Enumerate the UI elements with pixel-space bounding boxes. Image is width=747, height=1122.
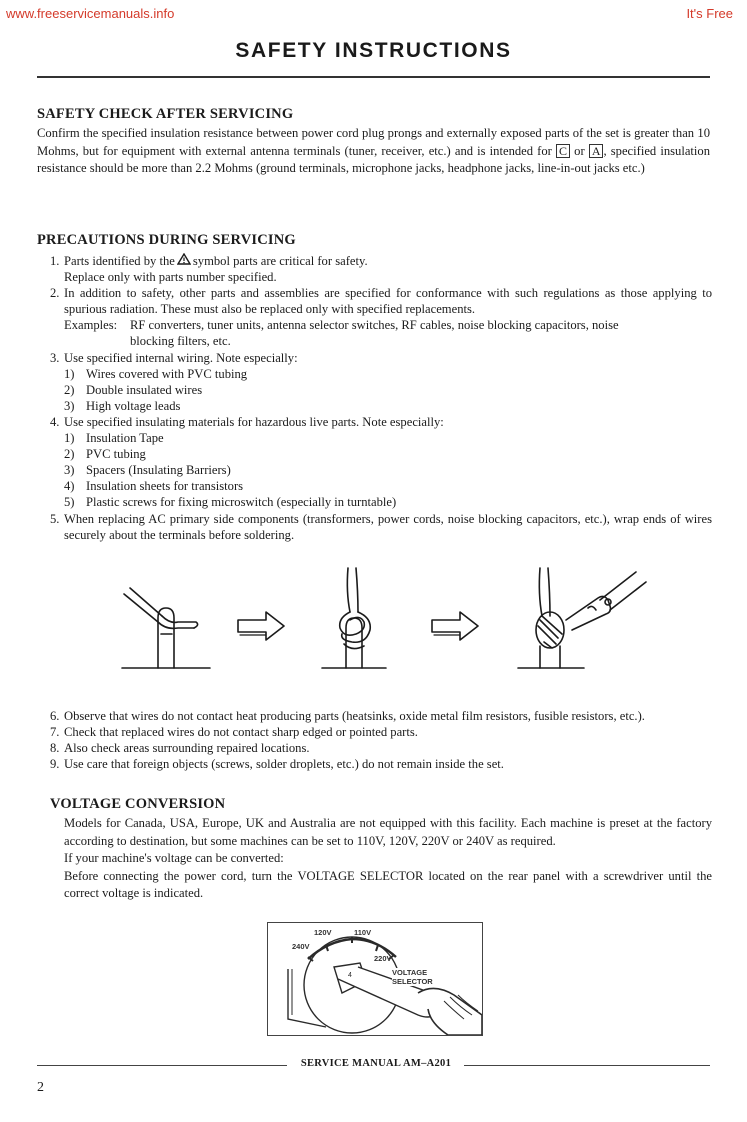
sub-item [50, 398, 712, 414]
voltage-240-label: 240V [292, 942, 310, 951]
list-item [50, 350, 712, 366]
item-number: 7. [50, 725, 60, 740]
list-item [50, 511, 712, 543]
sub-text: Wires covered with PVC tubing [86, 366, 248, 381]
list-item [50, 414, 712, 430]
item1-text-b: symbol parts are critical for safety. [192, 254, 368, 268]
item-number: 2. [50, 286, 60, 301]
voltage-120-label: 120V [314, 928, 332, 937]
voltage-110-label: 110V [354, 928, 372, 937]
sub-text: PVC tubing [86, 447, 146, 462]
sub-text: High voltage leads [86, 398, 181, 413]
sub-number: 4) [64, 479, 75, 494]
sub-item [50, 478, 712, 494]
arrow-right-icon [238, 612, 284, 640]
item-number: 8. [50, 741, 60, 756]
voltage-text-1: Models for Canada, USA, Europe, UK and Australia are not equipped with this facility. Each machine is preset at the factory according to destination, but some machines can be set to 110V, 120V, 220V or 240V as required. [64, 816, 712, 848]
item-text: Use care that foreign objects (screws, solder droplets, etc.) do not remain inside the set. [64, 757, 504, 772]
page-number: 2 [37, 1080, 44, 1095]
list-item [50, 756, 720, 772]
svg-text:4: 4 [348, 972, 352, 979]
item5-text: When replacing AC primary side components (transformers, power cords, noise blocking capacitors, etc.), wrap ends of wires securely about the terminals before soldering. [64, 511, 712, 542]
sub-number: 3) [64, 463, 75, 478]
title-rule [37, 76, 710, 78]
list-item [50, 285, 712, 317]
sub-item [50, 382, 712, 398]
section-heading-safety-check: SAFETY CHECK AFTER SERVICING [37, 106, 294, 122]
footer-rule-left [37, 1065, 287, 1066]
voltage-paragraph [64, 815, 712, 903]
item-text: Also check areas surrounding repaired locations. [64, 741, 310, 756]
list-item [50, 724, 720, 740]
wire-wrapping-illustration [120, 564, 650, 682]
item-number: 9. [50, 757, 60, 772]
list-item [50, 708, 720, 724]
soldering-step-icon [518, 568, 646, 668]
sub-number: 2) [64, 447, 75, 462]
item2-text: In addition to safety, other parts and assemblies are specified for conformance with such regulations as those applying to spurious radiation. These must also be replaced only with specified replacements. [64, 286, 712, 317]
precautions-list-continued [50, 708, 720, 772]
sub-text: Plastic screws for fixing microswitch (especially in turntable) [86, 495, 397, 510]
voltage-selector-figure [267, 922, 483, 1036]
section-heading-precautions: PRECAUTIONS DURING SERVICING [37, 232, 296, 248]
sub-item [50, 446, 712, 462]
class-c-box: C [556, 144, 570, 158]
item-number: 3. [50, 350, 60, 365]
voltage-selector-label-1: VOLTAGE [392, 968, 428, 977]
sub-item [50, 462, 712, 478]
sub-item [50, 494, 712, 510]
sub-item [50, 430, 712, 446]
footer-text: SERVICE MANUAL AM–A201 [300, 1058, 452, 1069]
sub-text: Spacers (Insulating Barriers) [86, 463, 231, 478]
item-number: 4. [50, 414, 60, 429]
item-text: Observe that wires do not contact heat producing parts (heatsinks, oxide metal film resistors, fusible resistors, etc.). [64, 709, 645, 723]
voltage-text-2: If your machine's voltage can be converted: [64, 851, 284, 865]
voltage-selector-label-2: SELECTOR [392, 977, 433, 986]
safety-check-text-2: , specified insulation resistance should be more than 2.2 Mohms (ground terminals, microphone jacks, headphone jacks, line-in-out jacks etc.) [37, 143, 711, 175]
examples-label: Examples: [64, 318, 118, 333]
warning-triangle-icon [177, 253, 191, 269]
item-number: 6. [50, 709, 60, 723]
list-item [50, 740, 720, 756]
safety-check-paragraph [37, 125, 710, 178]
page-title: SAFETY INSTRUCTIONS [235, 39, 512, 62]
sub-text: Double insulated wires [86, 382, 203, 397]
sub-number: 2) [64, 382, 75, 397]
item-text [64, 253, 368, 269]
item3-text: Use specified internal wiring. Note especially: [64, 350, 298, 365]
voltage-220-label: 220V [374, 954, 392, 963]
item-number: 1. [50, 254, 60, 268]
sub-number: 5) [64, 495, 75, 510]
item-number: 5. [50, 511, 60, 526]
sub-text: Insulation Tape [86, 431, 164, 446]
precautions-list [50, 253, 712, 543]
item4-text: Use specified insulating materials for hazardous live parts. Note especially: [64, 414, 444, 429]
section-heading-voltage-conversion: VOLTAGE CONVERSION [50, 796, 226, 812]
terminal-step-2-icon [322, 568, 386, 668]
sub-text: Insulation sheets for transistors [86, 479, 244, 494]
safety-check-text-1: Confirm the specified insulation resistance between power cord plug prongs and externally exposed parts of the set is greater than 10 Mohms, but for equipment with external antenna terminals (tuner, receiver, etc.) and is intended for [37, 126, 710, 158]
site-link[interactable]: www.freeservicemanuals.info [6, 6, 175, 21]
or-text: or [574, 143, 585, 158]
sub-number: 1) [64, 431, 75, 446]
arrow-right-icon [432, 612, 478, 640]
footer-rule-right [464, 1065, 710, 1066]
item-text: Check that replaced wires do not contact sharp edged or pointed parts. [64, 725, 418, 740]
item2-examples [50, 317, 712, 333]
class-a-box: A [589, 144, 604, 158]
voltage-selector-drawing [268, 923, 482, 1035]
examples-line-2: blocking filters, etc. [130, 334, 231, 349]
free-tag: It's Free [686, 6, 733, 21]
item1-text-a: Parts identified by the [64, 254, 175, 268]
item1-note: Replace only with parts number specified. [64, 270, 277, 285]
sub-number: 1) [64, 366, 75, 381]
list-item [50, 253, 712, 269]
examples-line-1: RF converters, tuner units, antenna selector switches, RF cables, noise blocking capacitors, noise [130, 318, 619, 333]
sub-number: 3) [64, 398, 75, 413]
sub-item [50, 366, 712, 382]
terminal-step-1-icon [122, 588, 210, 668]
voltage-text-3: Before connecting the power cord, turn the VOLTAGE SELECTOR located on the rear panel with a screwdriver until the correct voltage is indicated. [64, 868, 712, 900]
